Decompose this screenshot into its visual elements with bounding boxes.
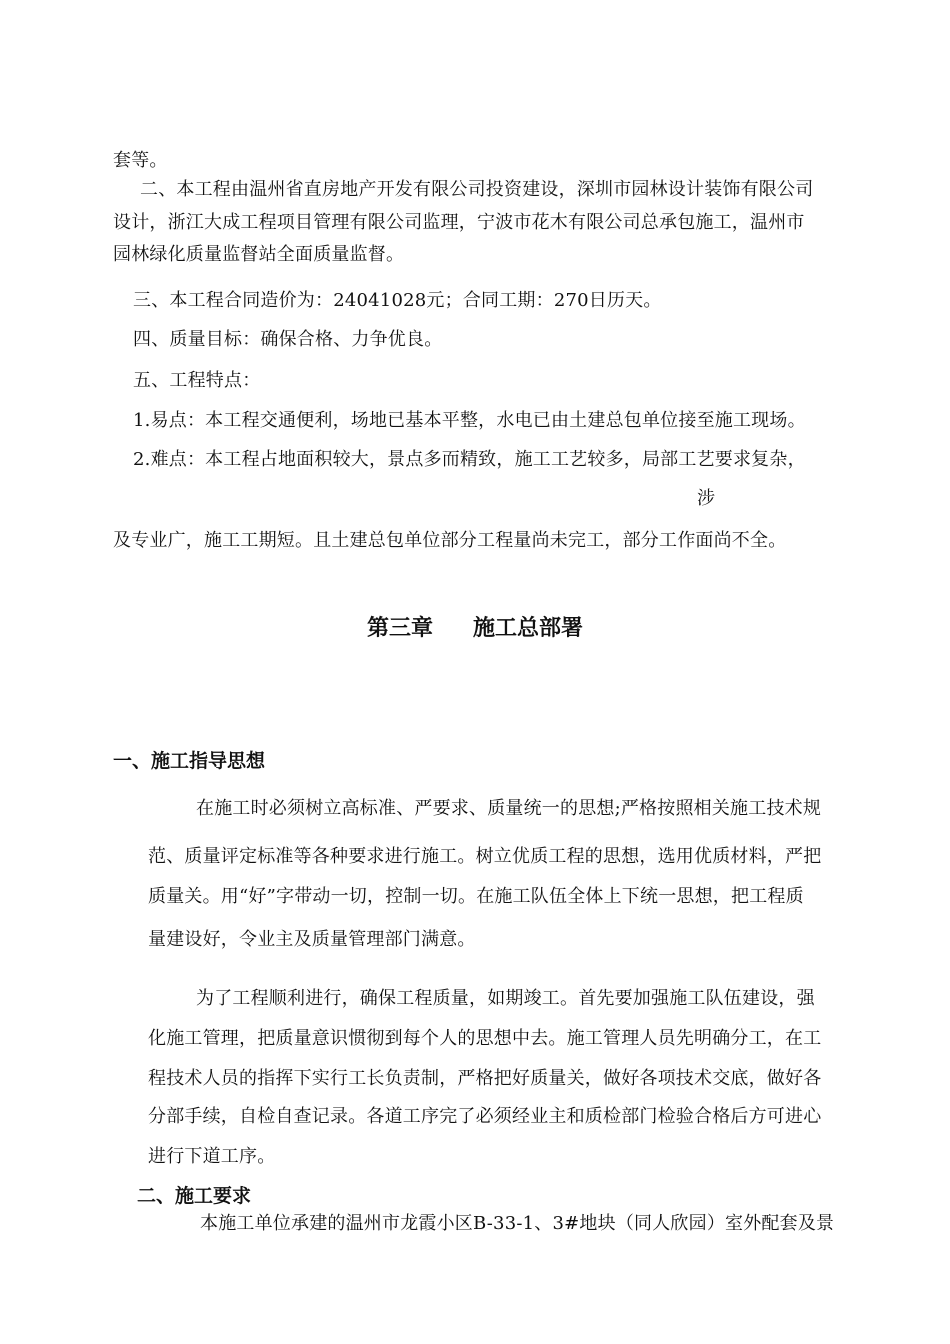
text-line: 为了工程顺利进行，确保工程质量，如期竣工。首先要加强施工队伍建设，强 bbox=[196, 988, 815, 1009]
text-line: 涉 bbox=[697, 488, 716, 509]
text-line: 在施工时必须树立高标准、严要求、质量统一的思想;严格按照相关施工技术规 bbox=[196, 798, 822, 819]
chapter-title bbox=[0, 615, 950, 643]
text-line: 套等。 bbox=[113, 150, 168, 171]
text-line: 本施工单位承建的温州市龙霞小区B-33-1、3#地块（同人欣园）室外配套及景 bbox=[200, 1213, 835, 1234]
section-heading: 一、施工指导思想 bbox=[113, 750, 266, 772]
section-heading: 二、施工要求 bbox=[137, 1185, 252, 1207]
text-line: 进行下道工序。 bbox=[148, 1146, 276, 1167]
text-line: 量建设好，令业主及质量管理部门满意。 bbox=[148, 929, 476, 950]
text-line: 四、质量目标：确保合格、力争优良。 bbox=[133, 329, 443, 350]
text-line: 质量关。用“好”字带动一切，控制一切。在施工队伍全体上下统一思想，把工程质 bbox=[148, 886, 804, 907]
text-line: 分部手续，自检自查记录。各道工序完了必须经业主和质检部门检验合格后方可进心 bbox=[148, 1106, 822, 1127]
text-line: 二、本工程由温州省直房地产开发有限公司投资建设，深圳市园林设计装饰有限公司 bbox=[140, 179, 814, 200]
chapter-number: 第三章 bbox=[366, 616, 433, 641]
text-line: 1.易点：本工程交通便利，场地已基本平整，水电已由土建总包单位接至施工现场。 bbox=[133, 410, 806, 431]
text-line: 三、本工程合同造价为：24041028元；合同工期：270日历天。 bbox=[133, 290, 662, 311]
text-line: 园林绿化质量监督站全面质量监督。 bbox=[113, 244, 405, 265]
text-line: 程技术人员的指挥下实行工长负责制，严格把好质量关，做好各项技术交底，做好各 bbox=[148, 1068, 822, 1089]
text-line: 及专业广，施工工期短。且土建总包单位部分工程量尚未完工，部分工作面尚不全。 bbox=[113, 530, 787, 551]
text-line: 2.难点：本工程占地面积较大，景点多而精致，施工工艺较多，局部工艺要求复杂， bbox=[133, 449, 806, 470]
text-line: 五、工程特点： bbox=[133, 370, 261, 391]
text-line: 范、质量评定标准等各种要求进行施工。树立优质工程的思想，选用优质材料，严把 bbox=[148, 846, 822, 867]
text-line: 设计，浙江大成工程项目管理有限公司监理，宁波市花木有限公司总承包施工，温州市 bbox=[113, 212, 805, 233]
chapter-name: 施工总部署 bbox=[473, 616, 584, 641]
text-line: 化施工管理，把质量意识惯彻到每个人的思想中去。施工管理人员先明确分工，在工 bbox=[148, 1028, 822, 1049]
